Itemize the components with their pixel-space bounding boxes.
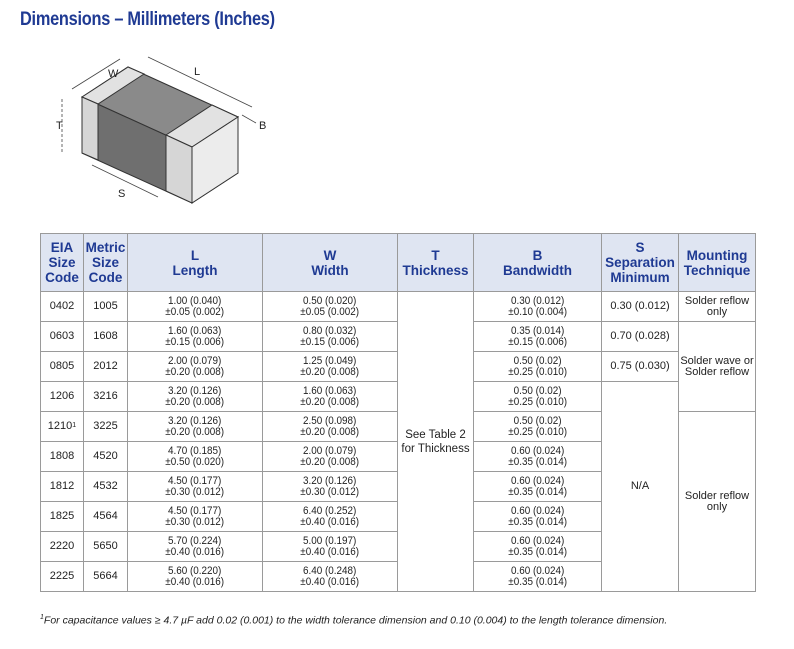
length-cell: 3.20 (0.126) ±0.20 (0.008) [128, 382, 263, 412]
width-cell: 0.50 (0.020) ±0.05 (0.002) [263, 292, 398, 322]
eia-code: 1210$^1$ [41, 412, 84, 442]
footnote-marker: 1 [40, 614, 44, 621]
bandwidth-cell: 0.50 (0.02) ±0.25 (0.010) [474, 382, 602, 412]
t-label: T [56, 120, 63, 132]
right-terminal-front [166, 135, 192, 203]
eia-code: 0402 [41, 292, 84, 322]
b-dimension-line [242, 115, 256, 123]
eia-code: 1812 [41, 472, 84, 502]
header-thickness: T Thickness [398, 234, 474, 292]
separation-cell: 0.75 (0.030) [602, 352, 679, 382]
eia-code: 0805 [41, 352, 84, 382]
dimensions-table [40, 233, 756, 592]
length-cell: 4.70 (0.185) ±0.50 (0.020) [128, 442, 263, 472]
table-header-row [41, 234, 756, 292]
width-cell: 6.40 (0.248) ±0.40 (0.016) [263, 562, 398, 592]
length-cell: 4.50 (0.177) ±0.30 (0.012) [128, 472, 263, 502]
metric-code: 4520 [84, 442, 128, 472]
width-cell: 6.40 (0.252) ±0.40 (0.016) [263, 502, 398, 532]
table-row [41, 292, 756, 322]
footnote-text: For capacitance values ≥ 4.7 µF add 0.02 (0.001) to the width tolerance dimension and 0.10 (0.004) to the length tolerance dimension. [43, 614, 668, 627]
l-label: L [194, 66, 201, 78]
header-bandwidth: B Bandwidth [474, 234, 602, 292]
eia-code: 1206 [41, 382, 84, 412]
page-title: Dimensions – Millimeters (Inches) [20, 9, 275, 30]
bandwidth-cell: 0.60 (0.024) ±0.35 (0.014) [474, 502, 602, 532]
bandwidth-cell: 0.60 (0.024) ±0.35 (0.014) [474, 562, 602, 592]
metric-code: 3225 [84, 412, 128, 442]
separation-cell: 0.30 (0.012) [602, 292, 679, 322]
separation-cell: 0.70 (0.028) [602, 322, 679, 352]
width-cell: 3.20 (0.126) ±0.30 (0.012) [263, 472, 398, 502]
header-length: L Length [128, 234, 263, 292]
eia-code: 2220 [41, 532, 84, 562]
metric-code: 5650 [84, 532, 128, 562]
mounting-cell: Solder reflow only [679, 412, 756, 592]
metric-code: 4564 [84, 502, 128, 532]
eia-code: 1808 [41, 442, 84, 472]
metric-code: 3216 [84, 382, 128, 412]
separation-cell: N/A [602, 382, 679, 592]
bandwidth-cell: 0.35 (0.014) ±0.15 (0.006) [474, 322, 602, 352]
s-label: S [118, 188, 126, 200]
width-cell: 2.00 (0.079) ±0.20 (0.008) [263, 442, 398, 472]
left-terminal-front [82, 97, 98, 160]
header-width: W Width [263, 234, 398, 292]
thickness-cell: See Table 2 for Thickness [398, 292, 474, 592]
header-metric-size-code: Metric Size Code [84, 234, 128, 292]
chip-dimension-diagram [30, 55, 290, 215]
bandwidth-cell: 0.50 (0.02) ±0.25 (0.010) [474, 412, 602, 442]
eia-code: 1825 [41, 502, 84, 532]
b-label: B [259, 120, 267, 132]
mounting-cell: Solder wave or Solder reflow [679, 322, 756, 412]
header-eia-size-code: EIA Size Code [41, 234, 84, 292]
width-cell: 0.80 (0.032) ±0.15 (0.006) [263, 322, 398, 352]
width-cell: 5.00 (0.197) ±0.40 (0.016) [263, 532, 398, 562]
eia-code: 2225 [41, 562, 84, 592]
width-cell: 2.50 (0.098) ±0.20 (0.008) [263, 412, 398, 442]
bandwidth-cell: 0.50 (0.02) ±0.25 (0.010) [474, 352, 602, 382]
metric-code: 1005 [84, 292, 128, 322]
length-cell: 3.20 (0.126) ±0.20 (0.008) [128, 412, 263, 442]
length-cell: 1.60 (0.063) ±0.15 (0.006) [128, 322, 263, 352]
width-cell: 1.60 (0.063) ±0.20 (0.008) [263, 382, 398, 412]
mounting-cell: Solder reflow only [679, 292, 756, 322]
metric-code: 1608 [84, 322, 128, 352]
header-mounting-technique: Mounting Technique [679, 234, 756, 292]
footnote-marker: 1 [72, 422, 77, 429]
metric-code: 5664 [84, 562, 128, 592]
metric-code: 2012 [84, 352, 128, 382]
length-cell: 1.00 (0.040) ±0.05 (0.002) [128, 292, 263, 322]
length-cell: 5.60 (0.220) ±0.40 (0.016) [128, 562, 263, 592]
eia-code: 0603 [41, 322, 84, 352]
length-cell: 5.70 (0.224) ±0.40 (0.016) [128, 532, 263, 562]
w-label: W [108, 68, 119, 80]
bandwidth-cell: 0.30 (0.012) ±0.10 (0.004) [474, 292, 602, 322]
length-cell: 4.50 (0.177) ±0.30 (0.012) [128, 502, 263, 532]
footnote [40, 614, 667, 627]
width-cell: 1.25 (0.049) ±0.20 (0.008) [263, 352, 398, 382]
bandwidth-cell: 0.60 (0.024) ±0.35 (0.014) [474, 472, 602, 502]
bandwidth-cell: 0.60 (0.024) ±0.35 (0.014) [474, 532, 602, 562]
metric-code: 4532 [84, 472, 128, 502]
length-cell: 2.00 (0.079) ±0.20 (0.008) [128, 352, 263, 382]
header-separation-minimum: S Separation Minimum [602, 234, 679, 292]
bandwidth-cell: 0.60 (0.024) ±0.35 (0.014) [474, 442, 602, 472]
